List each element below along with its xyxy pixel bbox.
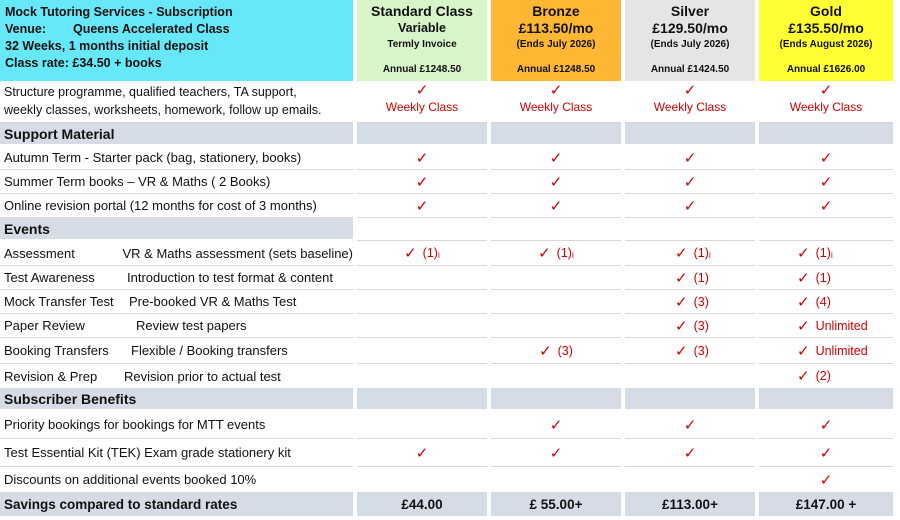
- cell-gold: [759, 411, 893, 439]
- check-icon: ✓: [819, 149, 833, 167]
- cell-bronze: [491, 266, 621, 290]
- savings-label: Savings compared to standard rates: [0, 493, 353, 516]
- cell-bronze: [491, 364, 621, 389]
- check-icon: ✓: [797, 269, 810, 287]
- spacer: [893, 266, 900, 290]
- cell-bronze: [491, 467, 621, 493]
- cell-silver: [625, 364, 755, 389]
- cell-bronze: [491, 170, 621, 194]
- row-label-tek: Test Essential Kit (TEK) Exam grade stationery kit: [0, 439, 353, 467]
- spacer: [893, 146, 900, 170]
- check-icon: ✓: [819, 416, 833, 434]
- cell-gold: [759, 467, 893, 493]
- check-icon: ✓: [819, 197, 833, 215]
- row-label-name: Assessment: [4, 245, 75, 261]
- note: (1)ᵢ: [556, 246, 574, 260]
- savings-standard: £44.00: [357, 493, 487, 516]
- cell-standard: [357, 266, 487, 290]
- cell-standard: [357, 364, 487, 389]
- check-icon: ✓: [683, 197, 697, 215]
- savings-bronze: £ 55.00+: [491, 493, 621, 516]
- venue-row: [5, 21, 348, 38]
- note: (3): [693, 294, 709, 309]
- venue-label: Venue:: [5, 22, 46, 36]
- check-icon: ✓: [675, 269, 688, 287]
- plan-name: Bronze: [532, 3, 580, 19]
- weekly-label: Weekly Class: [789, 100, 863, 114]
- spacer: [893, 338, 900, 364]
- spacer: [893, 389, 900, 411]
- cell-bronze: [491, 338, 621, 364]
- cell-gold: [759, 314, 893, 338]
- section-fill: [491, 218, 621, 241]
- cell-bronze: [491, 146, 621, 170]
- row-label-autumn: Autumn Term - Starter pack (bag, stationery, books): [0, 146, 353, 170]
- note: (3): [557, 343, 573, 358]
- check-icon: ✓: [683, 444, 697, 462]
- check-icon: ✓: [797, 317, 810, 335]
- spacer: [893, 170, 900, 194]
- plan-price: £135.50/mo: [788, 20, 864, 36]
- cell-silver: [625, 314, 755, 338]
- note: (1)ᵢ: [815, 246, 833, 260]
- cell-standard: [357, 439, 487, 467]
- check-icon: ✓: [683, 416, 697, 434]
- plan-sub: (Ends July 2026): [516, 39, 596, 50]
- spacer: [893, 241, 900, 266]
- cell-bronze: [491, 290, 621, 314]
- section-fill: [625, 389, 755, 411]
- duration-weeks: 32 Weeks,: [5, 39, 66, 53]
- duration-deposit: 1 months initial deposit: [68, 39, 209, 53]
- cell-gold: [759, 364, 893, 389]
- note: (1)ᵢ: [693, 246, 711, 260]
- check-icon: ✓: [683, 82, 697, 99]
- section-support-material: Support Material: [0, 123, 353, 146]
- cell-silver: [625, 467, 755, 493]
- check-icon: ✓: [675, 245, 688, 262]
- spacer: [893, 290, 900, 314]
- plan-sub: (Ends July 2026): [650, 39, 730, 50]
- check-icon: ✓: [819, 471, 833, 489]
- note: Unlimited: [815, 318, 868, 333]
- cell-gold: [759, 170, 893, 194]
- row-label-desc: Review test papers: [136, 318, 247, 333]
- section-fill: [491, 389, 621, 411]
- check-icon: ✓: [675, 342, 688, 360]
- cell-standard: [357, 338, 487, 364]
- weekly-standard: [357, 81, 487, 123]
- row-label-assessment: [0, 241, 353, 266]
- cell-bronze: [491, 314, 621, 338]
- spacer: [893, 364, 900, 389]
- check-icon: ✓: [549, 416, 563, 434]
- cell-silver: [625, 439, 755, 467]
- row-label-portal: Online revision portal (12 months for cost of 3 months): [0, 194, 353, 218]
- plan-header-gold: [759, 0, 893, 81]
- check-icon: ✓: [538, 245, 551, 262]
- row-label-desc: Revision prior to actual test: [124, 368, 281, 384]
- row-label-desc: VR & Maths assessment (sets baseline): [122, 245, 353, 261]
- rate: Class rate: £34.50 + books: [5, 56, 162, 70]
- cell-standard: [357, 290, 487, 314]
- note: (1): [693, 270, 709, 285]
- spacer: [893, 439, 900, 467]
- cell-standard: [357, 194, 487, 218]
- plan-annual: Annual £1248.50: [382, 64, 462, 75]
- check-icon: ✓: [549, 82, 563, 99]
- section-fill: [357, 389, 487, 411]
- row-label-name: Test Awareness: [4, 270, 95, 285]
- cell-gold: [759, 194, 893, 218]
- row-label-priority: Priority bookings for bookings for MTT events: [0, 411, 353, 439]
- section-fill: [357, 218, 487, 241]
- weekly-gold: [759, 81, 893, 123]
- section-subscriber-benefits: Subscriber Benefits: [0, 389, 353, 411]
- cell-gold: [759, 266, 893, 290]
- check-icon: ✓: [675, 293, 688, 311]
- spacer: [893, 81, 900, 123]
- spacer: [893, 493, 900, 516]
- check-icon: ✓: [797, 342, 810, 360]
- savings-gold: £147.00 +: [759, 493, 893, 516]
- plan-price: £113.50/mo: [518, 20, 594, 36]
- row-label-name: Booking Transfers: [4, 343, 109, 358]
- title: Mock Tutoring Services - Subscription: [5, 5, 233, 19]
- spacer: [893, 123, 900, 146]
- section-events: Events: [0, 218, 353, 241]
- plan-annual: Annual £1424.50: [650, 64, 730, 75]
- check-icon: ✓: [675, 317, 688, 335]
- cell-silver: [625, 170, 755, 194]
- note: (3): [693, 343, 709, 358]
- cell-gold: [759, 290, 893, 314]
- check-icon: ✓: [415, 444, 429, 462]
- check-icon: ✓: [539, 342, 552, 360]
- section-fill: [357, 123, 487, 146]
- row-label-name: Paper Review: [4, 318, 85, 333]
- cell-silver: [625, 290, 755, 314]
- note: (1)ᵢ: [422, 246, 440, 260]
- weekly-label: Weekly Class: [519, 100, 593, 114]
- structure-line-1: Structure programme, qualified teachers, TA support,: [4, 85, 297, 99]
- plan-name: Silver: [670, 3, 710, 19]
- cell-standard: [357, 170, 487, 194]
- check-icon: ✓: [415, 197, 429, 215]
- row-label-discount: Discounts on additional events booked 10%: [0, 467, 353, 493]
- check-icon: ✓: [549, 444, 563, 462]
- section-fill: [759, 389, 893, 411]
- cell-standard: [357, 411, 487, 439]
- structure-line-2: weekly classes, worksheets, homework, follow up emails.: [4, 103, 322, 117]
- check-icon: ✓: [819, 173, 833, 191]
- savings-silver: £113.00+: [625, 493, 755, 516]
- spacer: [893, 314, 900, 338]
- row-label-desc: Introduction to test format & content: [127, 270, 333, 285]
- cell-silver: [625, 194, 755, 218]
- plan-annual: Annual £1248.50: [516, 64, 596, 75]
- weekly-silver: [625, 81, 755, 123]
- note: Unlimited: [815, 343, 868, 358]
- spacer: [893, 218, 900, 241]
- section-fill: [491, 123, 621, 146]
- section-fill: [625, 218, 755, 241]
- row-label-name: Mock Transfer Test: [4, 294, 114, 309]
- plan-price: Variable: [398, 21, 446, 35]
- check-icon: ✓: [797, 368, 810, 385]
- check-icon: ✓: [819, 82, 833, 99]
- plan-name: Gold: [810, 3, 842, 19]
- section-fill: [759, 123, 893, 146]
- cell-silver: [625, 146, 755, 170]
- check-icon: ✓: [549, 173, 563, 191]
- check-icon: ✓: [797, 245, 810, 262]
- check-icon: ✓: [404, 245, 417, 262]
- note: (1): [815, 270, 831, 285]
- cell-standard: [357, 314, 487, 338]
- cell-gold: [759, 241, 893, 266]
- spacer: [893, 0, 900, 81]
- plan-header-bronze: [491, 0, 621, 81]
- plan-header-standard: [357, 0, 487, 81]
- cell-silver: [625, 411, 755, 439]
- info-panel: [0, 0, 353, 81]
- cell-gold: [759, 439, 893, 467]
- cell-silver: [625, 241, 755, 266]
- cell-standard: [357, 467, 487, 493]
- row-label-paper-review: [0, 314, 353, 338]
- spacer: [893, 194, 900, 218]
- row-label-name: Revision & Prep: [4, 368, 98, 384]
- spacer: [893, 411, 900, 439]
- row-label-summer: Summer Term books – VR & Maths ( 2 Books): [0, 170, 353, 194]
- weekly-label: Weekly Class: [385, 100, 459, 114]
- row-label-mock-transfer: [0, 290, 353, 314]
- check-icon: ✓: [549, 149, 563, 167]
- cell-gold: [759, 146, 893, 170]
- cell-standard: [357, 146, 487, 170]
- plan-sub: Termly Invoice: [387, 39, 457, 50]
- spacer: [893, 467, 900, 493]
- note: (3): [693, 318, 709, 333]
- check-icon: ✓: [415, 173, 429, 191]
- note: (2): [815, 369, 831, 383]
- check-icon: ✓: [819, 444, 833, 462]
- cell-silver: [625, 266, 755, 290]
- check-icon: ✓: [683, 149, 697, 167]
- section-fill: [759, 218, 893, 241]
- check-icon: ✓: [797, 293, 810, 311]
- plan-header-silver: [625, 0, 755, 81]
- row-label-desc: Flexible / Booking transfers: [131, 343, 288, 358]
- plan-price: £129.50/mo: [652, 20, 728, 36]
- cell-silver: [625, 338, 755, 364]
- duration-row: [5, 38, 348, 55]
- check-icon: ✓: [415, 149, 429, 167]
- cell-bronze: [491, 439, 621, 467]
- cell-bronze: [491, 241, 621, 266]
- weekly-bronze: [491, 81, 621, 123]
- row-label-test-awareness: [0, 266, 353, 290]
- plan-annual: Annual £1626.00: [786, 64, 866, 75]
- note: (4): [815, 294, 831, 309]
- structure-description: [0, 81, 353, 123]
- row-label-booking-transfers: [0, 338, 353, 364]
- plan-name: Standard Class: [371, 3, 473, 19]
- venue-value: Queens Accelerated Class: [73, 22, 230, 36]
- check-icon: ✓: [415, 82, 429, 99]
- check-icon: ✓: [549, 197, 563, 215]
- cell-gold: [759, 338, 893, 364]
- cell-bronze: [491, 194, 621, 218]
- plan-sub: (Ends August 2026): [779, 39, 873, 50]
- cell-bronze: [491, 411, 621, 439]
- check-icon: ✓: [683, 173, 697, 191]
- cell-standard: [357, 241, 487, 266]
- weekly-label: Weekly Class: [653, 100, 727, 114]
- row-label-revision-prep: [0, 364, 353, 389]
- row-label-desc: Pre-booked VR & Maths Test: [129, 294, 297, 309]
- section-fill: [625, 123, 755, 146]
